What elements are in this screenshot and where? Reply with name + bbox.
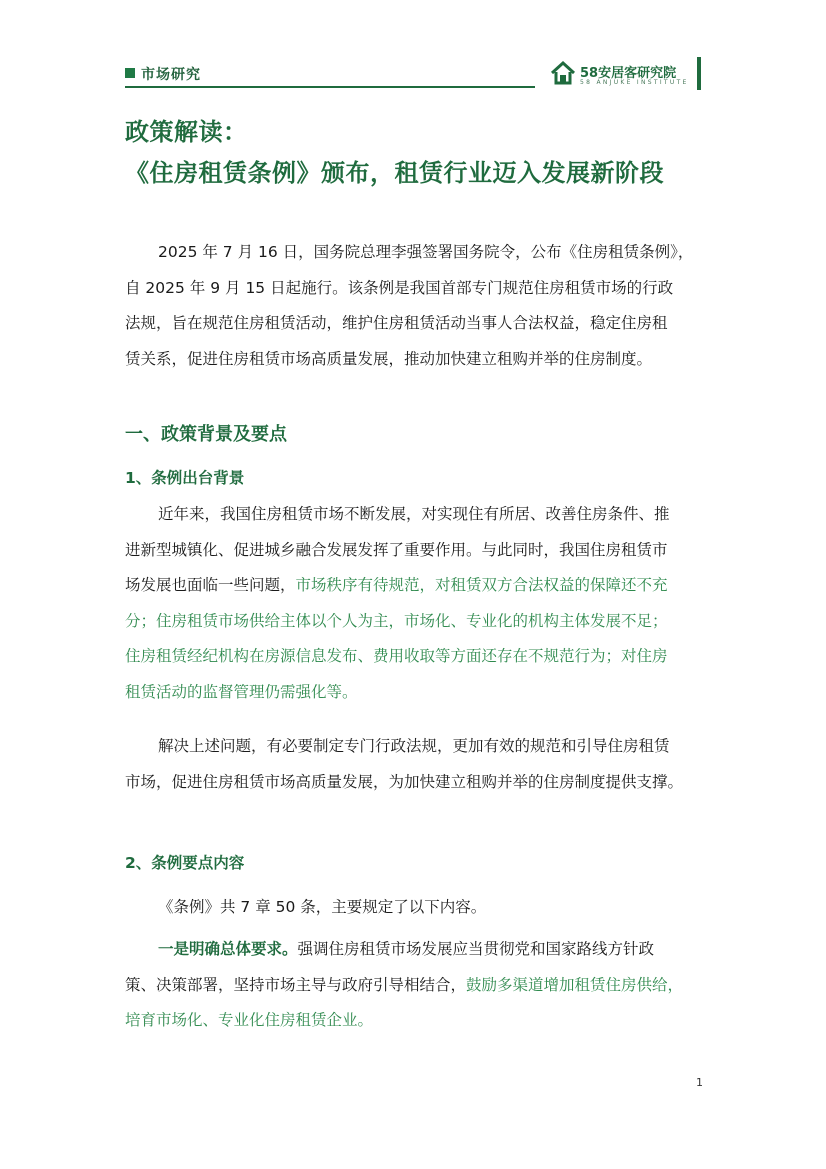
highlight-line: 培育市场化、专业化住房租赁企业。: [125, 1011, 374, 1029]
paragraph-line: [125, 968, 703, 1004]
text-run: 策、决策部署，坚持市场主导与政府引导相结合，: [125, 975, 467, 994]
highlight-line: 分；住房租赁市场供给主体以个人为主，市场化、专业化的机构主体发展不足；: [125, 611, 668, 630]
background-paragraph: [125, 497, 703, 710]
lead-phrase: 一是明确总体要求。: [158, 940, 298, 958]
logo-name: 58安居客研究院: [580, 66, 677, 81]
general-requirements-paragraph: [125, 932, 703, 1039]
text-run: 场发展也面临一些问题，: [125, 576, 296, 594]
intro-line: 2025 年 7 月 16 日，国务院总理李强签署国务院令，公布《住房租赁条例》，: [158, 243, 694, 261]
highlight-text: 鼓励多渠道增加租赁住房供给，: [466, 975, 684, 994]
highlight-text: 市场秩序有待规范，对租赁双方合法权益的保障还不充: [295, 576, 668, 594]
paragraph-line: 解决上述问题，有必要制定专门行政法规，更加有效的规范和引导住房租赁: [158, 737, 670, 755]
title-line-2: 《住房租赁条例》颁布，租赁行业迈入发展新阶段: [125, 159, 664, 187]
intro-line: 法规，旨在规范住房租赁活动，维护住房租赁活动当事人合法权益，稳定住房租: [125, 314, 668, 332]
logo-english: 58 ANJUKE INSTITUTE: [580, 79, 689, 86]
highlight-line: 住房租赁经纪机构在房源信息发布、费用收取等方面还存在不规范行为；对住房: [125, 647, 668, 665]
page-header: [0, 0, 826, 100]
subheading-background: 1、条例出台背景: [125, 469, 245, 487]
intro-paragraph: [125, 235, 703, 377]
paragraph-line: [125, 932, 703, 968]
solution-paragraph: [125, 729, 703, 800]
section-heading-1: 一、政策背景及要点: [125, 424, 287, 445]
highlight-line: 租赁活动的监督管理仍需强化等。: [125, 682, 358, 701]
intro-line: 自 2025 年 9 月 15 日起施行。该条例是我国首部专门规范住房租赁市场的行政: [125, 278, 674, 297]
intro-line: 赁关系，促进住房租赁市场高质量发展，推动加快建立租购并举的住房制度。: [125, 349, 653, 368]
house-logo-icon: [550, 60, 576, 86]
subheading-key-points: 2、条例要点内容: [125, 854, 245, 872]
paragraph-line: 进新型城镇化、促进城乡融合发展发挥了重要作用。与此同时，我国住房租赁市: [125, 540, 668, 559]
text-run: 强调住房租赁市场发展应当贯彻党和国家路线方针政: [297, 940, 655, 958]
page-number: 1: [696, 1076, 703, 1089]
section-marker-icon: [125, 68, 135, 78]
paragraph-line: [125, 568, 703, 604]
section-label: 市场研究: [141, 67, 201, 83]
regulation-summary-paragraph: [125, 890, 703, 926]
header-rule: [125, 86, 535, 88]
title-line-1: 政策解读：: [125, 118, 248, 146]
header-bar: [697, 57, 701, 90]
paragraph-line: 《条例》共 7 章 50 条，主要规定了以下内容。: [158, 898, 487, 916]
paragraph-line: 近年来，我国住房租赁市场不断发展，对实现住有所居、改善住房条件、推: [158, 505, 670, 523]
institute-logo: [550, 60, 690, 90]
paragraph-line: 市场，促进住房租赁市场高质量发展，为加快建立租购并举的住房制度提供支撑。: [125, 772, 684, 791]
